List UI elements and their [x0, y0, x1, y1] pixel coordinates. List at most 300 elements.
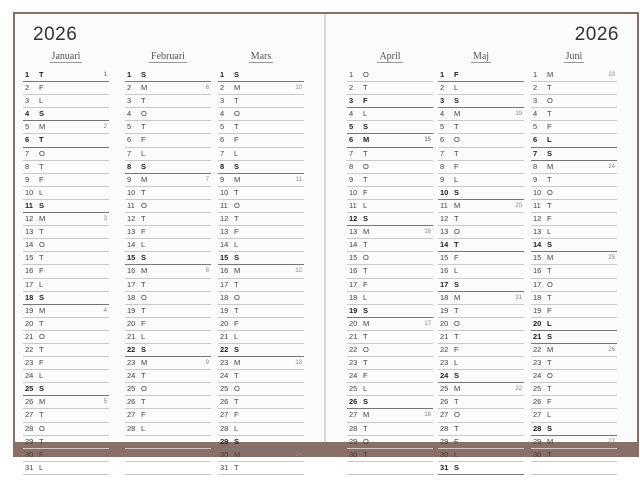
weekday-letter: T	[39, 253, 44, 263]
day-row	[23, 383, 109, 396]
day-number: 23	[25, 358, 34, 368]
day-number: 15	[440, 253, 449, 263]
day-list	[438, 69, 524, 475]
weekday-letter: F	[39, 174, 44, 184]
day-row	[531, 292, 617, 305]
weekday-letter: S	[454, 279, 460, 289]
day-row	[218, 69, 304, 82]
day-number: 10	[220, 187, 229, 197]
day-row	[438, 252, 524, 265]
weekday-letter: T	[363, 240, 368, 250]
day-row	[23, 187, 109, 200]
week-number: 16	[424, 229, 431, 236]
weekday-letter: S	[363, 305, 369, 315]
weekday-letter: T	[234, 187, 239, 197]
day-number: 8	[533, 161, 538, 171]
weekday-letter: S	[234, 436, 240, 446]
day-row	[23, 462, 109, 475]
day-number: 9	[533, 174, 538, 184]
day-number: 14	[533, 240, 542, 250]
day-row	[23, 148, 109, 161]
day-row	[531, 279, 617, 292]
day-row	[531, 344, 617, 357]
day-row	[347, 423, 433, 436]
weekday-letter: F	[547, 214, 552, 224]
weekday-letter: S	[39, 200, 45, 210]
day-row	[218, 305, 304, 318]
day-row	[531, 318, 617, 331]
day-number: 19	[349, 305, 358, 315]
weekday-letter: T	[547, 109, 552, 119]
day-row	[438, 383, 524, 396]
weekday-letter: L	[363, 109, 368, 119]
day-number: 12	[127, 214, 136, 224]
weekday-letter: S	[234, 161, 240, 171]
weekday-letter: O	[363, 161, 369, 171]
day-number: 30	[25, 449, 34, 459]
weekday-letter: L	[141, 423, 146, 433]
weekday-letter: O	[547, 96, 553, 106]
weekday-letter: M	[454, 109, 461, 119]
weekday-letter: F	[363, 96, 368, 106]
weekday-letter: M	[39, 397, 46, 407]
day-row	[531, 239, 617, 252]
day-row	[218, 357, 304, 370]
day-list	[347, 69, 433, 475]
weekday-letter: T	[363, 423, 368, 433]
day-row	[438, 292, 524, 305]
weekday-letter: S	[363, 397, 369, 407]
day-row	[125, 161, 211, 174]
day-number: 12	[349, 214, 358, 224]
weekday-letter: F	[39, 358, 44, 368]
day-number: 30	[349, 449, 358, 459]
weekday-letter: T	[363, 266, 368, 276]
day-number: 9	[25, 174, 30, 184]
day-row	[23, 95, 109, 108]
month-name: Mars	[250, 51, 272, 62]
weekday-letter: M	[39, 305, 46, 315]
day-row	[125, 239, 211, 252]
day-number: 10	[127, 187, 136, 197]
weekday-letter: T	[547, 449, 552, 459]
day-number: 15	[533, 253, 542, 263]
day-number: 12	[220, 214, 229, 224]
day-row	[23, 174, 109, 187]
day-number: 27	[127, 410, 136, 420]
weekday-letter: T	[454, 305, 459, 315]
day-number: 11	[25, 200, 33, 210]
day-number: 16	[349, 266, 358, 276]
day-row	[438, 279, 524, 292]
day-number: 23	[440, 358, 449, 368]
day-number: 1	[25, 70, 30, 79]
month-name: Februari	[151, 51, 185, 62]
day-number: 26	[220, 397, 229, 407]
weekday-letter: L	[454, 266, 459, 276]
day-row	[531, 213, 617, 226]
day-number: 23	[533, 358, 542, 368]
week-number: 14	[295, 451, 302, 458]
day-row	[531, 252, 617, 265]
day-number: 12	[533, 214, 542, 224]
day-row	[347, 279, 433, 292]
day-number: 4	[440, 109, 445, 119]
week-number: 10	[295, 85, 302, 92]
weekday-letter: F	[141, 227, 146, 237]
day-row	[347, 226, 433, 239]
weekday-letter: S	[547, 423, 553, 433]
weekday-letter: L	[454, 174, 459, 184]
day-number: 12	[440, 214, 449, 224]
weekday-letter: S	[39, 292, 45, 302]
weekday-letter: M	[234, 174, 241, 184]
day-number: 19	[440, 305, 449, 315]
weekday-letter: L	[234, 148, 239, 158]
day-number: 14	[127, 240, 136, 250]
day-row	[347, 462, 433, 475]
weekday-letter: O	[454, 318, 460, 328]
day-number: 24	[220, 371, 229, 381]
day-row	[125, 409, 211, 422]
day-number: 20	[127, 318, 136, 328]
day-number: 18	[440, 292, 449, 302]
day-number: 13	[533, 227, 542, 237]
day-row	[125, 305, 211, 318]
day-row	[23, 161, 109, 174]
day-number: 8	[127, 161, 132, 171]
weekday-letter: F	[363, 187, 368, 197]
month-column-juni	[531, 51, 617, 475]
weekday-letter: T	[363, 174, 368, 184]
weekday-letter: T	[454, 240, 459, 250]
month-name: Juni	[565, 51, 583, 62]
day-row	[125, 449, 211, 462]
day-row	[531, 82, 617, 95]
day-number: 31	[220, 462, 229, 472]
week-number: 1	[103, 72, 107, 78]
day-number: 25	[127, 384, 136, 394]
day-number: 28	[440, 423, 449, 433]
week-number: 26	[608, 346, 615, 353]
weekday-letter: T	[234, 462, 239, 472]
day-number: 5	[127, 122, 132, 132]
day-number: 28	[25, 423, 34, 433]
day-number: 31	[25, 462, 34, 472]
weekday-letter: M	[363, 135, 370, 145]
weekday-letter: S	[234, 70, 240, 79]
weekday-letter: M	[363, 410, 370, 420]
day-row	[218, 423, 304, 436]
week-number: 3	[103, 216, 107, 223]
day-row	[438, 161, 524, 174]
weekday-letter: O	[547, 279, 553, 289]
day-number: 13	[349, 227, 358, 237]
day-number: 10	[533, 187, 542, 197]
day-number: 3	[127, 96, 132, 106]
day-row	[531, 423, 617, 436]
day-row	[347, 134, 433, 147]
day-number: 1	[533, 70, 538, 79]
day-number: 18	[220, 292, 229, 302]
day-row	[125, 200, 211, 213]
day-row	[347, 344, 433, 357]
day-row	[438, 344, 524, 357]
weekday-letter: T	[141, 96, 146, 106]
week-number: 12	[295, 268, 302, 275]
day-row	[125, 108, 211, 121]
day-list	[125, 69, 211, 475]
weekday-letter: L	[547, 318, 552, 328]
day-number: 16	[440, 266, 449, 276]
day-number: 27	[349, 410, 358, 420]
weekday-letter: M	[141, 174, 148, 184]
weekday-letter: M	[547, 70, 554, 79]
weekday-letter: T	[234, 214, 239, 224]
day-row	[531, 69, 617, 82]
day-number: 22	[220, 344, 229, 354]
weekday-letter: F	[141, 135, 146, 145]
day-row	[438, 396, 524, 409]
weekday-letter: O	[39, 331, 45, 341]
day-number: 3	[440, 96, 445, 106]
day-number: 24	[533, 371, 542, 381]
day-row	[438, 239, 524, 252]
day-row	[218, 265, 304, 278]
day-number: 1	[440, 70, 445, 79]
day-number: 28	[220, 423, 229, 433]
day-row	[438, 357, 524, 370]
weekday-letter: F	[363, 279, 368, 289]
week-number: 20	[515, 202, 522, 209]
weekday-letter: T	[141, 214, 146, 224]
weekday-letter: F	[547, 122, 552, 132]
day-number: 11	[440, 200, 448, 210]
month-column-januari	[23, 51, 109, 475]
weekday-letter: M	[363, 227, 370, 237]
day-row	[218, 161, 304, 174]
day-number: 2	[349, 83, 354, 93]
day-number: 1	[349, 70, 354, 79]
weekday-letter: T	[39, 436, 44, 446]
weekday-letter: L	[39, 462, 44, 472]
day-number: 23	[220, 358, 229, 368]
weekday-letter: M	[234, 266, 241, 276]
day-row	[531, 200, 617, 213]
weekday-letter: L	[141, 331, 146, 341]
weekday-letter: L	[39, 371, 44, 381]
weekday-letter: T	[39, 318, 44, 328]
day-number: 26	[440, 397, 449, 407]
day-row	[23, 331, 109, 344]
weekday-letter: F	[454, 253, 459, 263]
day-row	[438, 121, 524, 134]
day-number: 13	[220, 227, 229, 237]
day-row	[125, 436, 211, 449]
day-row	[23, 318, 109, 331]
day-row	[23, 213, 109, 226]
day-row	[347, 200, 433, 213]
month-column-februari	[125, 51, 211, 475]
day-number: 18	[127, 292, 136, 302]
day-number: 3	[533, 96, 538, 106]
day-number: 26	[349, 397, 358, 407]
weekday-letter: O	[141, 292, 147, 302]
day-row	[531, 187, 617, 200]
weekday-letter: M	[234, 449, 241, 459]
day-number: 6	[349, 135, 354, 145]
weekday-letter: M	[39, 214, 46, 224]
day-number: 14	[220, 240, 229, 250]
weekday-letter: M	[454, 200, 461, 210]
day-number: 29	[25, 436, 34, 446]
day-row	[531, 462, 617, 475]
day-number: 28	[127, 423, 136, 433]
weekday-letter: T	[547, 292, 552, 302]
weekday-letter: T	[454, 423, 459, 433]
weekday-letter: F	[454, 436, 459, 446]
day-number: 29	[220, 436, 229, 446]
day-number: 13	[127, 227, 136, 237]
day-number: 17	[127, 279, 136, 289]
day-number: 30	[220, 449, 229, 459]
day-number: 26	[533, 397, 542, 407]
day-number: 14	[349, 240, 358, 250]
weekday-letter: O	[141, 109, 147, 119]
weekday-letter: T	[547, 200, 552, 210]
weekday-letter: L	[39, 96, 44, 106]
day-number: 4	[127, 109, 132, 119]
day-number: 10	[349, 187, 358, 197]
day-number: 2	[440, 83, 445, 93]
day-number: 13	[25, 227, 34, 237]
weekday-letter: O	[363, 436, 369, 446]
day-row	[347, 213, 433, 226]
day-row	[23, 121, 109, 134]
day-number: 1	[220, 70, 225, 79]
day-number: 27	[220, 410, 229, 420]
week-number: 2	[103, 124, 107, 131]
day-number: 9	[220, 174, 225, 184]
weekday-letter: M	[454, 292, 461, 302]
day-row	[218, 134, 304, 147]
day-number: 10	[440, 187, 449, 197]
weekday-letter: T	[547, 174, 552, 184]
day-number: 11	[533, 200, 541, 210]
weekday-letter: T	[234, 122, 239, 132]
day-number: 21	[220, 331, 229, 341]
day-row	[125, 462, 211, 475]
day-number: 21	[349, 331, 358, 341]
day-row	[347, 436, 433, 449]
day-row	[218, 279, 304, 292]
day-number: 7	[533, 148, 538, 158]
day-number: 30	[440, 449, 449, 459]
day-row	[218, 292, 304, 305]
weekday-letter: M	[39, 122, 46, 132]
weekday-letter: M	[363, 318, 370, 328]
day-row	[438, 134, 524, 147]
weekday-letter: M	[547, 344, 554, 354]
day-number: 7	[127, 148, 132, 158]
day-number: 19	[533, 305, 542, 315]
weekday-letter: L	[234, 331, 239, 341]
weekday-letter: M	[234, 83, 241, 93]
weekday-letter: L	[454, 83, 459, 93]
day-row	[438, 462, 524, 475]
day-row	[125, 265, 211, 278]
day-number: 8	[349, 161, 354, 171]
day-row	[438, 69, 524, 82]
weekday-letter: S	[363, 122, 369, 132]
weekday-letter: O	[454, 135, 460, 145]
day-number: 3	[220, 96, 225, 106]
day-row	[218, 108, 304, 121]
day-number: 29	[533, 436, 542, 446]
weekday-letter: O	[141, 384, 147, 394]
weekday-letter: T	[363, 449, 368, 459]
week-number: 25	[608, 255, 615, 262]
day-number: 6	[533, 135, 538, 145]
day-number: 17	[533, 279, 542, 289]
weekday-letter: F	[234, 135, 239, 145]
day-row	[23, 134, 109, 147]
weekday-letter: T	[363, 83, 368, 93]
day-number: 15	[349, 253, 358, 263]
left-page	[15, 14, 324, 472]
day-number: 12	[25, 214, 34, 224]
day-row	[218, 462, 304, 475]
weekday-letter: L	[39, 187, 44, 197]
weekday-letter: S	[547, 331, 553, 341]
week-number: 15	[424, 137, 431, 144]
day-row	[125, 383, 211, 396]
week-number: 8	[205, 268, 209, 275]
day-number: 3	[349, 96, 354, 106]
weekday-letter: F	[39, 449, 44, 459]
day-number: 26	[25, 397, 34, 407]
weekday-letter: M	[141, 83, 148, 93]
day-row	[125, 318, 211, 331]
day-row	[218, 396, 304, 409]
day-row	[347, 265, 433, 278]
weekday-letter: F	[39, 83, 44, 93]
week-number: 17	[424, 320, 431, 327]
weekday-letter: T	[234, 371, 239, 381]
day-row	[531, 174, 617, 187]
day-number: 24	[349, 371, 358, 381]
weekday-letter: L	[547, 227, 552, 237]
weekday-letter: L	[547, 410, 552, 420]
day-row	[531, 396, 617, 409]
day-row	[438, 200, 524, 213]
weekday-letter: F	[454, 344, 459, 354]
day-row	[347, 148, 433, 161]
week-number: 21	[515, 294, 522, 301]
day-row	[438, 82, 524, 95]
day-row	[23, 200, 109, 213]
weekday-letter: L	[363, 292, 368, 302]
day-row	[531, 383, 617, 396]
day-number: 24	[25, 371, 34, 381]
day-number: 22	[349, 344, 358, 354]
day-row	[347, 318, 433, 331]
day-number: 8	[220, 161, 225, 171]
day-row	[347, 370, 433, 383]
weekday-letter: T	[39, 135, 44, 145]
weekday-letter: O	[39, 240, 45, 250]
weekday-letter: S	[39, 109, 45, 119]
